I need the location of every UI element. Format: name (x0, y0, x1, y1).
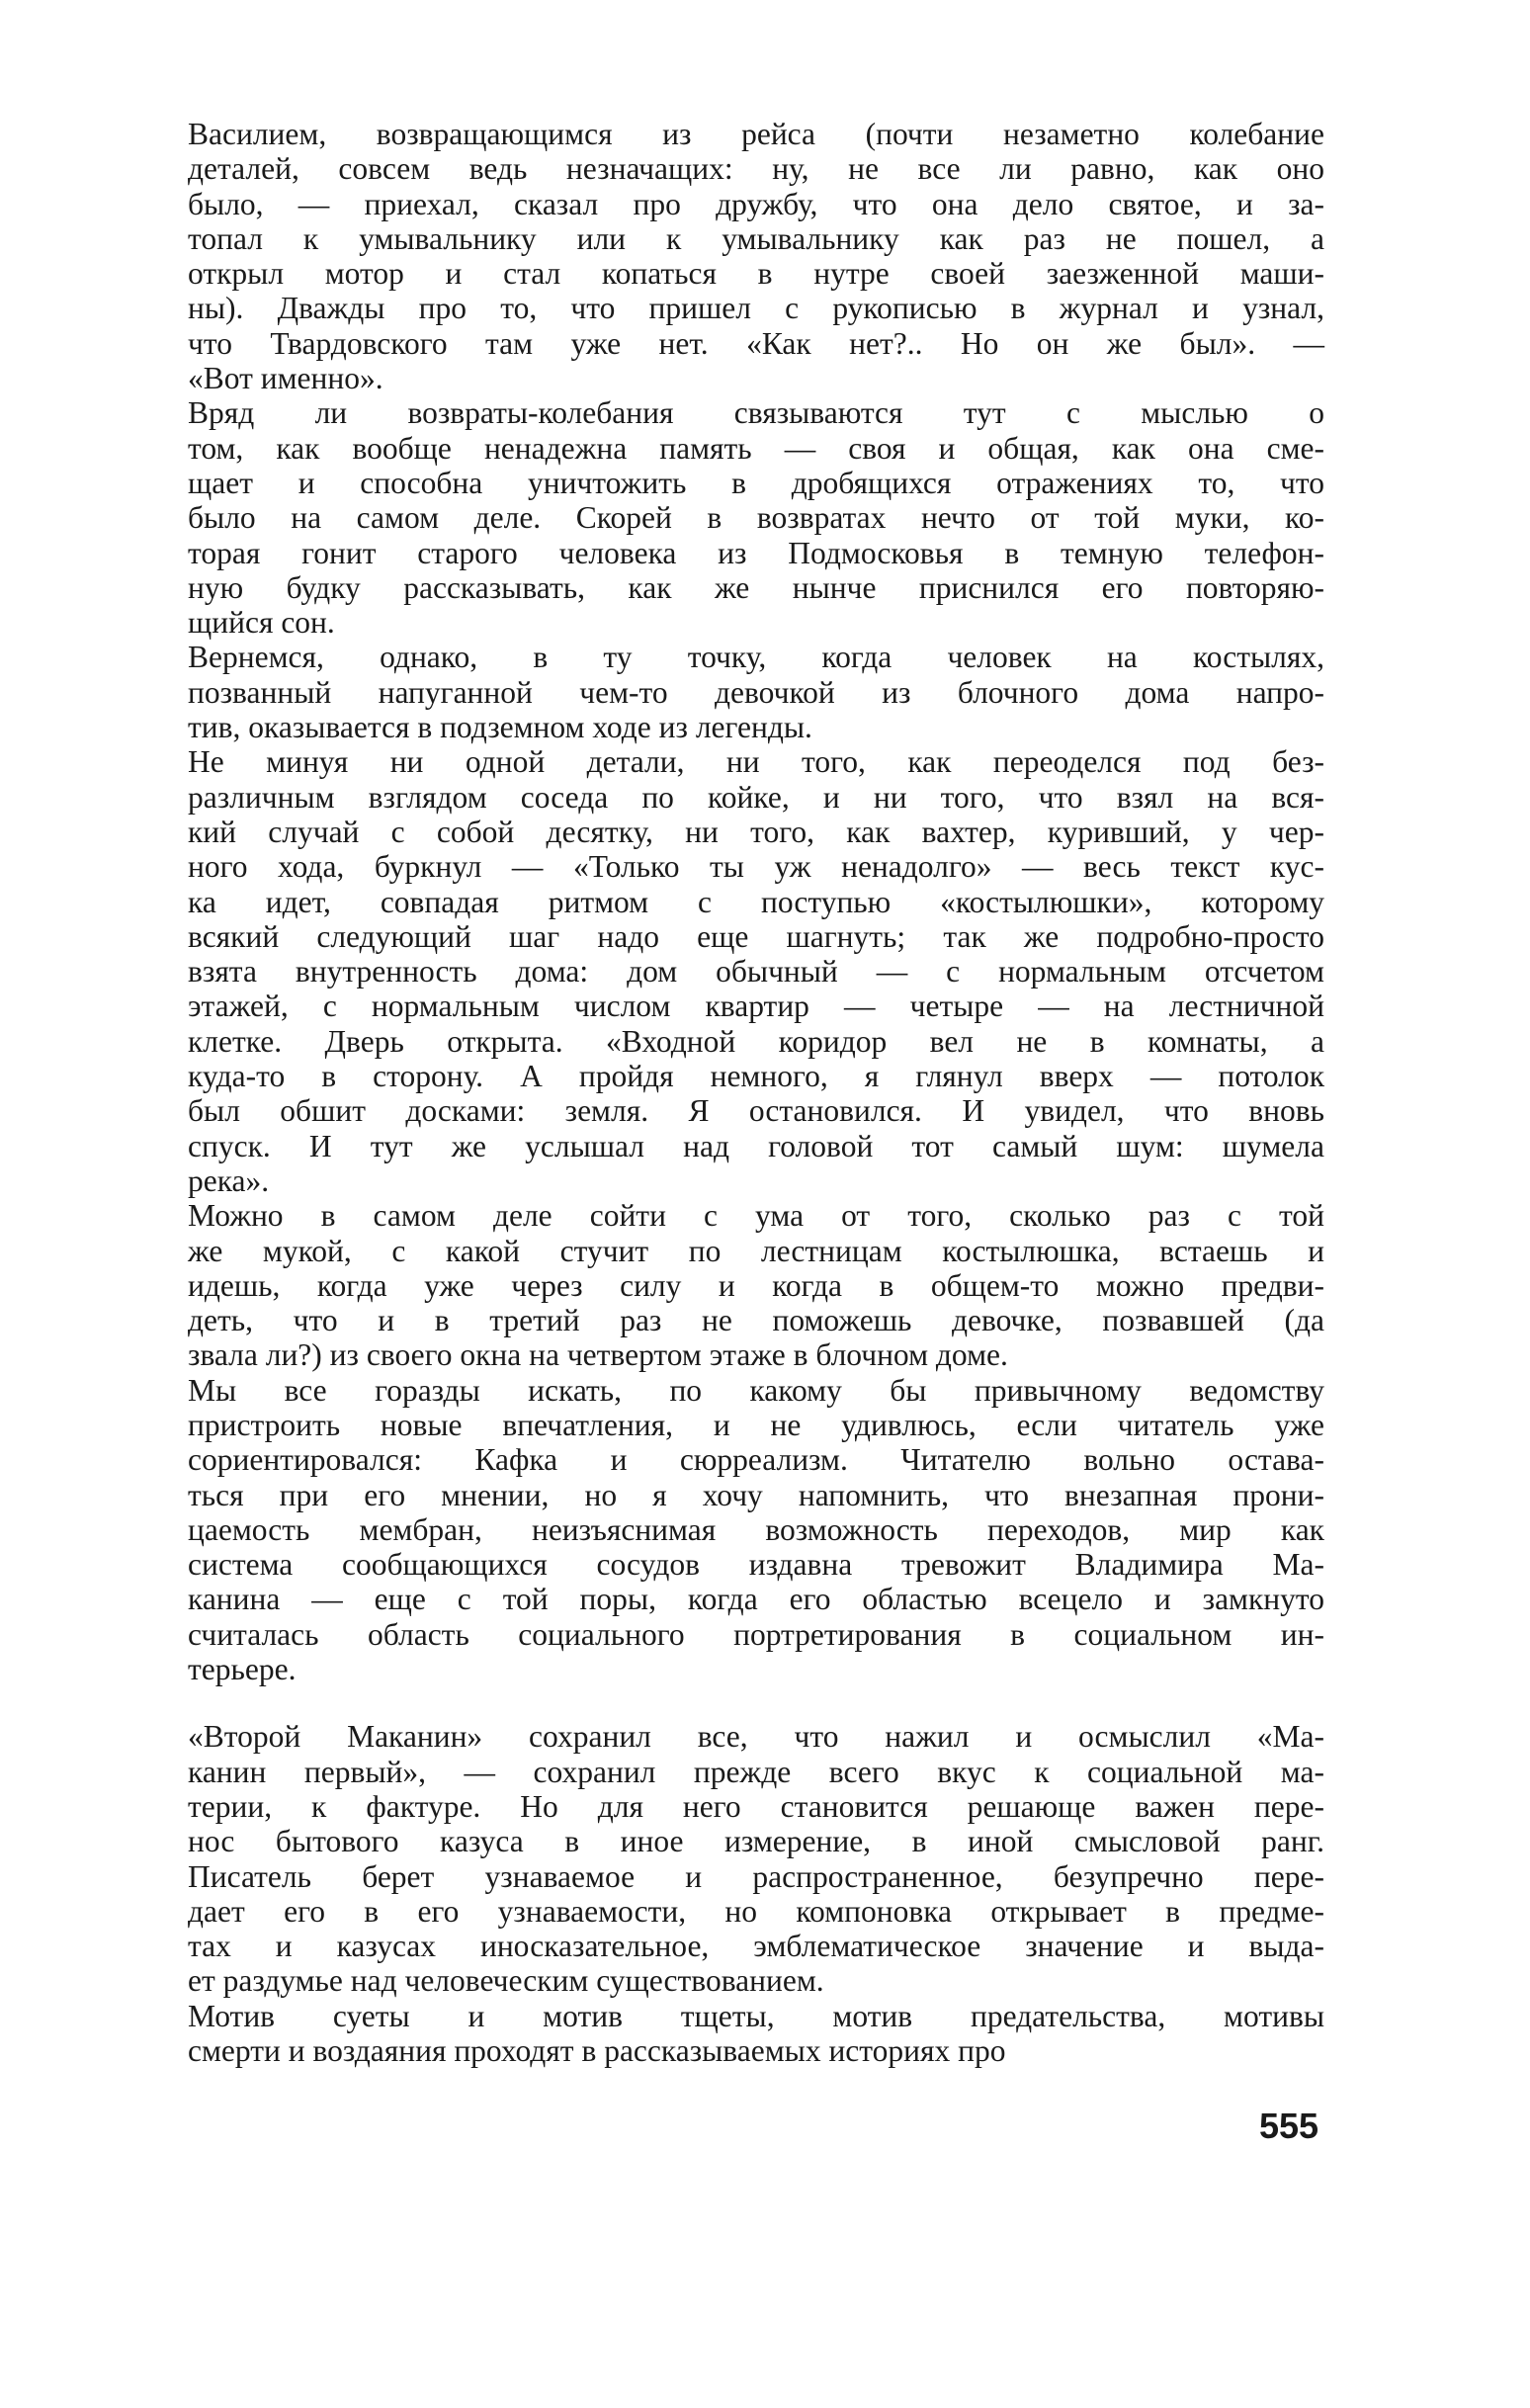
text-line: щает и способна уничтожить в дробящихся отражениях то, что (188, 465, 1324, 500)
text-line: ться при его мнении, но я хочу напомнить, что внезапная прони- (188, 1477, 1324, 1512)
text-line: смерти и воздаяния проходят в рассказываемых историях про (188, 2033, 1006, 2069)
text-line: Вряд ли возвраты-колебания связываются тут с мыслью о (188, 395, 1324, 431)
text-line: ную будку рассказывать, как же нынче приснился его повторяю- (188, 569, 1324, 605)
paragraph (188, 1999, 1324, 2069)
paragraph (188, 117, 1324, 395)
text-line: щийся сон. (188, 605, 335, 641)
text-line: Василием, возвращающимся из рейса (почти незаметно колебание (188, 117, 1324, 151)
text-line: позванный напуганной чем-то девочкой из блочного дома напро- (188, 674, 1324, 710)
text-line: этажей, с нормальным числом квартир — четыре — на лестничной (188, 989, 1324, 1024)
text-line: был обшит досками: земля. Я остановился. И увидел, что вновь (188, 1093, 1324, 1129)
text-line: же мукой, с какой стучит по лестницам костылюшка, встаешь и (188, 1233, 1324, 1268)
text-line: река». (188, 1162, 270, 1198)
text-line: нос бытового казуса в иное измерение, в иной смысловой ранг. (188, 1824, 1324, 1859)
text-line: Можно в самом деле сойти с ума от того, сколько раз с той (188, 1198, 1324, 1234)
text-line: ны). Дважды про то, что пришел с рукописью в журнал и узнал, (188, 291, 1324, 326)
text-line: Не минуя ни одной детали, ни того, как переоделся под без- (188, 744, 1324, 780)
text-line: пристроить новые впечатления, и не удивлюсь, если читатель уже (188, 1407, 1324, 1442)
text-line: различным взглядом соседа по койке, и ни того, что взял на вся- (188, 779, 1324, 815)
text-line: идешь, когда уже через силу и когда в общем-то можно предви- (188, 1267, 1324, 1303)
text-line: спуск. И тут же услышал над головой тот самый шум: шумела (188, 1128, 1324, 1163)
text-line: Вернемся, однако, в ту точку, когда человек на костылях, (188, 640, 1324, 675)
text-line: деталей, совсем ведь незначащих: ну, не все ли равно, как оно (188, 151, 1324, 187)
page-number: 555 (1259, 2106, 1319, 2146)
text-line: ка идет, совпадая ритмом с поступью «костылюшки», которому (188, 884, 1324, 919)
paragraph (188, 744, 1324, 1198)
text-line: сориентировался: Кафка и сюрреализм. Читателю вольно остава- (188, 1442, 1324, 1478)
text-line: было, — приехал, сказал про дружбу, что она дело святое, и за- (188, 186, 1324, 221)
text-line: всякий следующий шаг надо еще шагнуть; так же подробно-просто (188, 918, 1324, 954)
paragraph (188, 395, 1324, 640)
text-line: кий случай с собой десятку, ни того, как вахтер, куривший, у чер- (188, 814, 1324, 849)
text-line: считалась область социального портретирования в социальном ин- (188, 1616, 1324, 1652)
text-line: было на самом деле. Скорей в возвратах нечто от той муки, ко- (188, 500, 1324, 536)
section-gap (188, 1686, 1324, 1719)
text-line: «Второй Маканин» сохранил все, что нажил и осмыслил «Ма- (188, 1719, 1324, 1755)
text-line: цаемость мембран, неизъяснимая возможность переходов, мир как (188, 1511, 1324, 1547)
text-line: что Твардовского там уже нет. «Как нет?.. Но он же был». — (188, 325, 1324, 361)
text-line: Мотив суеты и мотив тщеты, мотив предательства, мотивы (188, 1998, 1324, 2033)
text-line: терьере. (188, 1652, 297, 1687)
text-line: ет раздумье над человеческим существованием. (188, 1963, 824, 1999)
text-line: клетке. Дверь открыта. «Входной коридор вел не в комнаты, а (188, 1023, 1324, 1059)
text-line: канин первый», — сохранил прежде всего вкус к социальной ма- (188, 1754, 1324, 1789)
text-line: «Вот именно». (188, 361, 383, 396)
text-line: канина — еще с той поры, когда его областью всецело и замкнуто (188, 1582, 1324, 1617)
text-line: дает его в его узнаваемости, но компоновка открывает в предме- (188, 1893, 1324, 1929)
text-line: деть, что и в третий раз не поможешь девочке, позвавшей (да (188, 1303, 1324, 1338)
paragraph (188, 1198, 1324, 1372)
text-line: куда-то в сторону. А пройдя немного, я глянул вверх — потолок (188, 1059, 1324, 1094)
text-line: том, как вообще ненадежна память — своя и общая, как она сме- (188, 430, 1324, 466)
body-text (188, 117, 1324, 2068)
text-line: терии, к фактуре. Но для него становится решающе важен пере- (188, 1788, 1324, 1824)
text-line: взята внутренность дома: дом обычный — с нормальным отсчетом (188, 954, 1324, 989)
text-line: система сообщающихся сосудов издавна тревожит Владимира Ма- (188, 1547, 1324, 1583)
paragraph (188, 1373, 1324, 1687)
text-line: Писатель берет узнаваемое и распространенное, безупречно пере- (188, 1858, 1324, 1894)
text-line: звала ли?) из своего окна на четвертом этаже в блочном доме. (188, 1337, 1008, 1373)
text-line: торая гонит старого человека из Подмосковья в темную телефон- (188, 535, 1324, 570)
text-line: топал к умывальнику или к умывальнику как раз не пошел, а (188, 220, 1324, 256)
text-line: Мы все горазды искать, по какому бы привычному ведомству (188, 1372, 1324, 1408)
text-line: тах и казусах иносказательное, эмблематическое значение и выда- (188, 1929, 1324, 1964)
text-line: тив, оказывается в подземном ходе из легенды. (188, 710, 812, 745)
paragraph (188, 640, 1324, 744)
paragraph (188, 1719, 1324, 1998)
text-line: ного хода, буркнул — «Только ты уж ненадолго» — весь текст кус- (188, 849, 1324, 885)
text-line: открыл мотор и стал копаться в нутре своей заезженной маши- (188, 256, 1324, 292)
